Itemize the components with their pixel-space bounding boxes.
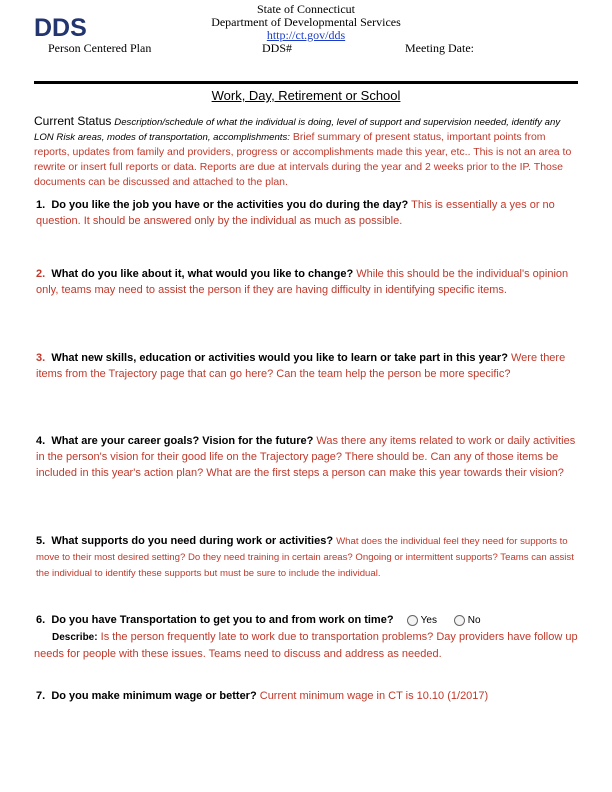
describe-label: Describe: bbox=[52, 632, 98, 643]
department-name: Department of Developmental Services bbox=[211, 15, 401, 29]
question-guidance: Is the person frequently late to work due to transportation problems? Day providers have follow up needs for people with these issues. Teams need to discuss and address as needed. bbox=[34, 631, 578, 660]
question-guidance: This is essentially a yes or no question. It should be answered only by the individual as much as possible. bbox=[36, 199, 555, 227]
dds-logo-text: DDS bbox=[34, 14, 87, 40]
question-6 bbox=[36, 612, 576, 629]
radio-no-label: No bbox=[467, 615, 481, 626]
radio-yes-label: Yes bbox=[420, 615, 437, 626]
question-guidance: Was there any items related to work or daily activities in the person's vision for their good life on the Trajectory page? There should be. Can any of those items be included in this year's action plan? What are the first steps a person can make this year towards their vision? bbox=[36, 435, 576, 479]
question-number: 7. bbox=[36, 690, 46, 702]
question-text: What do you like about it, what would you like to change? bbox=[51, 268, 354, 280]
question-guidance: While this should be the individual's opinion only, teams may need to assist the person if they are having difficulty in identifying specific items. bbox=[36, 268, 569, 296]
state-name: State of Connecticut bbox=[257, 2, 355, 16]
question-text: What are your career goals? Vision for the future? bbox=[51, 435, 314, 447]
question-number: 2. bbox=[36, 268, 46, 280]
dds-url-link[interactable]: http://ct.gov/dds bbox=[266, 28, 346, 42]
section-title: Work, Day, Retirement or School bbox=[211, 88, 401, 103]
question-text: Do you make minimum wage or better? bbox=[51, 690, 257, 702]
question-4 bbox=[36, 433, 576, 481]
current-status-label: Current Status bbox=[34, 114, 112, 128]
question-text: What new skills, education or activities would you like to learn or take part in this year? bbox=[51, 352, 508, 364]
question-number: 1. bbox=[36, 199, 46, 211]
radio-no[interactable] bbox=[454, 615, 481, 626]
plan-label: Person Centered Plan bbox=[48, 41, 152, 55]
radio-yes[interactable] bbox=[407, 615, 437, 626]
question-text: Do you have Transportation to get you to and from work on time? bbox=[51, 614, 394, 626]
question-number: 4. bbox=[36, 435, 46, 447]
current-status-block bbox=[34, 114, 578, 190]
question-number: 6. bbox=[36, 614, 46, 626]
dds-number-label: DDS# bbox=[262, 41, 293, 55]
question-2 bbox=[36, 266, 576, 298]
current-status-text: Brief summary of present status, important points from reports, updates from family and providers, progress or accomplishments made this year, etc.. This is not an area to rewrite or insert full reports or data. Reports are due at intervals during the year and 2 weeks prior to the IP. Those documents can be discussed and attached to the plan. bbox=[34, 131, 572, 188]
question-guidance: Current minimum wage in CT is 10.10 (1/2017) bbox=[259, 690, 489, 702]
question-number: 5. bbox=[36, 535, 46, 547]
radio-yes-circle[interactable] bbox=[407, 615, 418, 626]
question-6-describe bbox=[34, 629, 578, 662]
question-7 bbox=[36, 688, 576, 704]
question-3 bbox=[36, 350, 576, 382]
question-text: Do you like the job you have or the activities you do during the day? bbox=[51, 199, 409, 211]
question-guidance: Were there items from the Trajectory page that can go here? Can the team help the person be more specific? bbox=[36, 352, 566, 380]
current-status-instructions: Description/schedule of what the individual is doing, level of support and supervision needed, identify any LON Risk areas, modes of transportation, accomplishments: bbox=[34, 117, 561, 143]
transportation-radio-group bbox=[407, 615, 481, 626]
meeting-date-label: Meeting Date: bbox=[405, 41, 474, 55]
question-5 bbox=[36, 533, 576, 581]
header-divider bbox=[34, 81, 578, 84]
radio-no-circle[interactable] bbox=[454, 615, 465, 626]
question-1 bbox=[36, 197, 576, 229]
question-text: What supports do you need during work or activities? bbox=[51, 535, 334, 547]
question-number: 3. bbox=[36, 352, 46, 364]
question-guidance: What does the individual feel they need for supports to move to their most desired setting? Do they need training in certain areas? Ongoing or intermittent supports? Teams can assist the individual to identify these supports but must be sure to include the individual. bbox=[36, 536, 574, 579]
